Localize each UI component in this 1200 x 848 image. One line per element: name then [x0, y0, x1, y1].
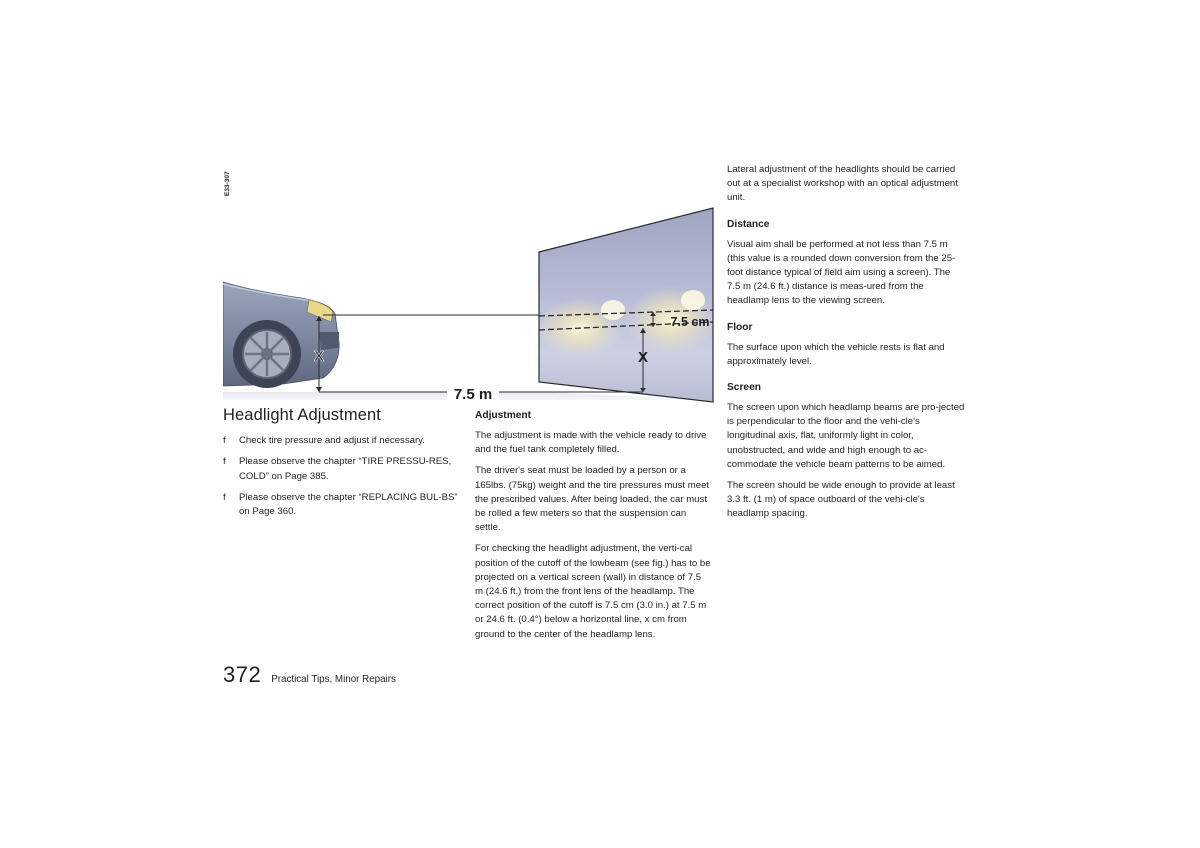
page-number: 372	[223, 662, 262, 687]
section-name: Practical Tips, Minor Repairs	[271, 674, 396, 685]
bullet-marker: f	[223, 456, 226, 468]
headlight-aim-illustration	[223, 160, 715, 410]
paragraph: Visual aim shall be performed at not less than 7.5 m (this value is a rounded down conversion from the 25-foot distance typical of field aim using a screen). The 7.5 m (24.6 ft.) distance is meas-ured from the headlamp lens to the viewing screen.	[727, 238, 956, 307]
intro-paragraph: Lateral adjustment of the headlights should be carried out at a specialist workshop with an optical adjustment unit.	[727, 164, 958, 204]
screen-height-label: X	[637, 349, 649, 366]
middle-column	[475, 409, 711, 649]
paragraph: For checking the headlight adjustment, the verti-cal position of the cutoff of the lowbeam (see fig.) has to be projected on a vertical screen (wall) in distance of 7.5 m (24.6 ft.) from the front lens of the headlamp. The correct position of the cutoff is 7.5 cm (3.0 in.) at 7.5 m or 24.6 ft. (0.4°) below a horizontal line, x cm from ground to the center of the headlamp lens.	[475, 543, 711, 640]
figure-code: E33-307	[224, 171, 231, 196]
checklist	[223, 434, 459, 519]
list-item-text: Please observe the chapter “TIRE PRESSU-RES, COLD” on Page 385.	[239, 456, 452, 482]
screen-heading: Screen	[727, 382, 761, 394]
distance-heading: Distance	[727, 218, 770, 230]
right-column	[727, 163, 965, 529]
list-item	[223, 434, 459, 448]
page-title: Headlight Adjustment	[223, 406, 381, 424]
paragraph: The surface upon which the vehicle rests is flat and approximately level.	[727, 341, 945, 367]
distance-label: 7.5 m	[453, 386, 493, 403]
page-footer	[223, 662, 396, 688]
paragraph: The screen should be wide enough to provide at least 3.3 ft. (1 m) of space outboard of the vehi-cle's headlamp spacing.	[727, 480, 955, 520]
paragraph: The screen upon which headlamp beams are pro-jected is perpendicular to the floor and the vehi-cle's longitudinal axis, flat, uniformly light in color, unobstructed, and wide and high enough to ac-commodate the vehicle beam patterns to be aimed.	[727, 402, 965, 470]
list-item	[223, 455, 459, 483]
left-column	[223, 408, 459, 526]
adjustment-heading: Adjustment	[475, 410, 532, 421]
projection-screen	[535, 208, 715, 402]
list-item	[223, 491, 459, 519]
floor-heading: Floor	[727, 321, 753, 333]
bullet-marker: f	[223, 435, 226, 447]
offset-label: 7.5 cm	[670, 315, 710, 329]
list-item-text: Check tire pressure and adjust if necessary.	[239, 435, 425, 447]
list-item-text: Please observe the chapter “REPLACING BUL-BS” on Page 360.	[239, 491, 458, 518]
paragraph: The driver's seat must be loaded by a person or a 165lbs. (75kg) weight and the tire pressures must meet the prescribed values. After being loaded, the car must be rolled a few meters so that the suspension can settle.	[475, 465, 710, 534]
car-front	[223, 282, 339, 392]
bullet-marker: f	[223, 491, 226, 503]
car-height-label: X	[313, 348, 325, 365]
paragraph: The adjustment is made with the vehicle ready to drive and the fuel tank completely filled.	[475, 430, 707, 456]
